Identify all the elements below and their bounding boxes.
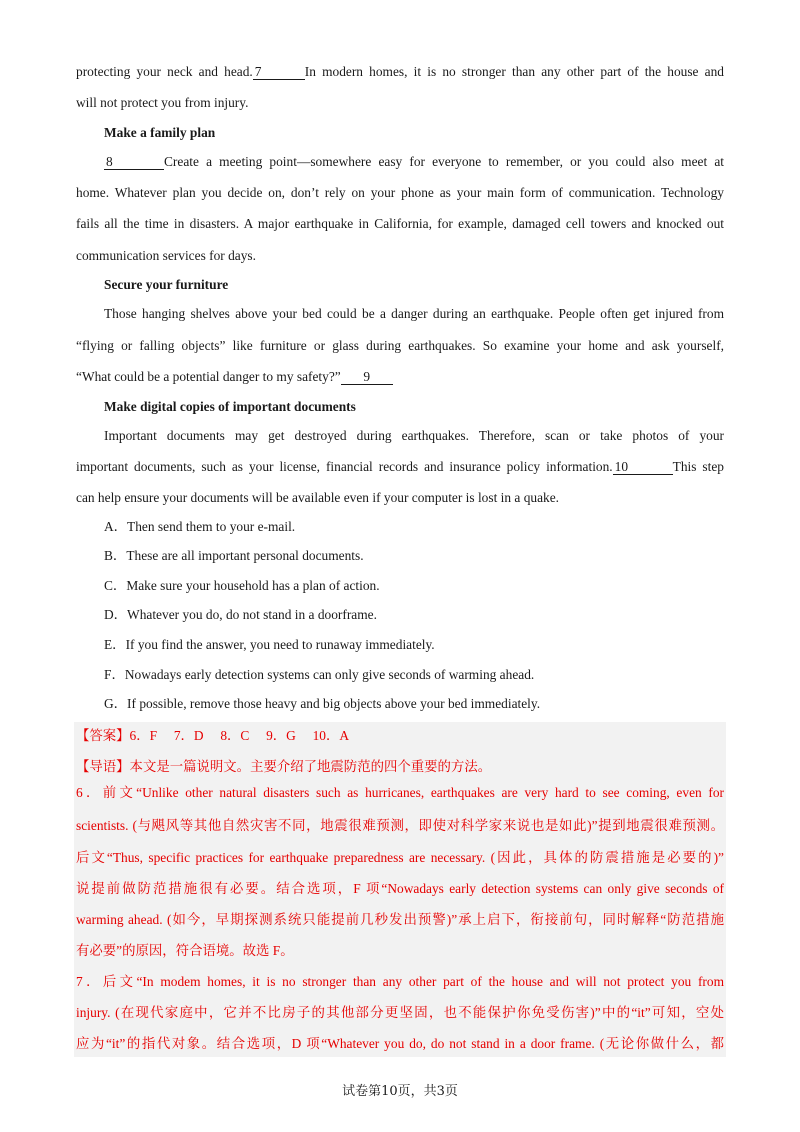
explanation-line: 7．后文“In modem homes, it is no stronger than any other part of the house and will not protect you from — [76, 974, 724, 989]
passage-line: Important documents may get destroyed during earthquakes. Therefore, scan or take photos of your — [104, 428, 724, 443]
text-segment: In modern homes, it is no stronger than any other part of the house and — [304, 64, 724, 79]
passage-line: will not protect you from injury. — [76, 95, 249, 110]
blank-9[interactable]: 9 — [341, 369, 393, 385]
passage-line — [76, 451, 724, 482]
blank-10[interactable]: 10 — [613, 459, 673, 475]
page-footer: 试卷第10页，共3页 — [342, 1084, 458, 1099]
option-b[interactable]: B．These are all important personal documents. — [104, 548, 364, 563]
passage-line — [104, 146, 724, 177]
option-g[interactable]: G．If possible, remove those heavy and big objects above your bed immediately. — [104, 696, 541, 711]
explanation-line: 有必要”的原因，符合语境。故选 F。 — [76, 943, 294, 958]
section-heading-family-plan: Make a family plan — [104, 125, 216, 140]
passage-line: home. Whatever plan you decide on, don’t rely on your phone as your main form of communication. Technology — [76, 185, 724, 200]
text-segment: important documents, such as your license, financial records and insurance policy information. — [76, 459, 613, 474]
passage-line: can help ensure your documents will be available even if your computer is lost in a quake. — [76, 490, 560, 505]
passage-line — [76, 361, 724, 392]
passage-line: communication services for days. — [76, 248, 256, 263]
blank-8[interactable]: 8 — [104, 154, 164, 170]
text-segment: Create a meeting point—somewhere easy for everyone to remember, or you could also meet at — [164, 154, 724, 169]
answer-key: 【答案】6．F 7．D 8．C 9．G 10．A — [76, 728, 350, 743]
explanation-line: 后文“Thus, specific practices for earthquake preparedness are necessary. (因此，具体的防震措施是必要的)” — [76, 850, 724, 865]
passage-line: “flying or falling objects” like furniture or glass during earthquakes. So examine your home and ask yourself, — [76, 338, 724, 353]
blank-7[interactable]: 7 — [253, 64, 305, 80]
explanation-line: scientists. (与飓风等其他自然灾害不同，地震很难预测，即使对科学家来说也是如此)”提到地震很难预测。 — [76, 818, 724, 833]
explanation-line: 说提前做防范措施很有必要。结合选项，F 项“Nowadays early detection systems can only give seconds of — [76, 881, 724, 896]
section-heading-digital-copies: Make digital copies of important documents — [104, 399, 356, 414]
option-c[interactable]: C．Make sure your household has a plan of action. — [104, 578, 380, 593]
option-a[interactable]: A．Then send them to your e-mail. — [104, 519, 296, 534]
explanation-line: injury. (在现代家庭中，它并不比房子的其他部分更坚固，也不能保护你免受伤害)”中的“it”可知，空处 — [76, 1005, 724, 1020]
option-d[interactable]: D．Whatever you do, do not stand in a doorframe. — [104, 607, 377, 622]
passage-line: Those hanging shelves above your bed could be a danger during an earthquake. People often get injured from — [104, 306, 724, 321]
option-e[interactable]: E．If you find the answer, you need to runaway immediately. — [104, 637, 435, 652]
option-f[interactable]: F．Nowadays early detection systems can only give seconds of warming ahead. — [104, 667, 535, 682]
text-segment: protecting your neck and head. — [76, 64, 253, 79]
explanation-line: warming ahead. (如今，早期探测系统只能提前几秒发出预警)”承上启下，衔接前句，同时解释“防范措施 — [76, 912, 724, 927]
passage-line: fails all the time in disasters. A major earthquake in California, for example, damaged cell towers and knocked out — [76, 216, 724, 231]
text-segment: This step — [672, 459, 724, 474]
section-heading-furniture: Secure your furniture — [104, 277, 229, 292]
passage-line — [76, 56, 724, 87]
guide-summary: 【导语】本文是一篇说明文。主要介绍了地震防范的四个重要的方法。 — [76, 759, 492, 774]
explanation-line: 6．前文“Unlike other natural disasters such as hurricanes, earthquakes are very hard to see coming, even for — [76, 785, 724, 800]
text-segment: “What could be a potential danger to my safety?” — [76, 369, 341, 384]
explanation-line: 应为“it”的指代对象。结合选项，D 项“Whatever you do, do not stand in a door frame. (无论你做什么，都 — [76, 1036, 724, 1051]
